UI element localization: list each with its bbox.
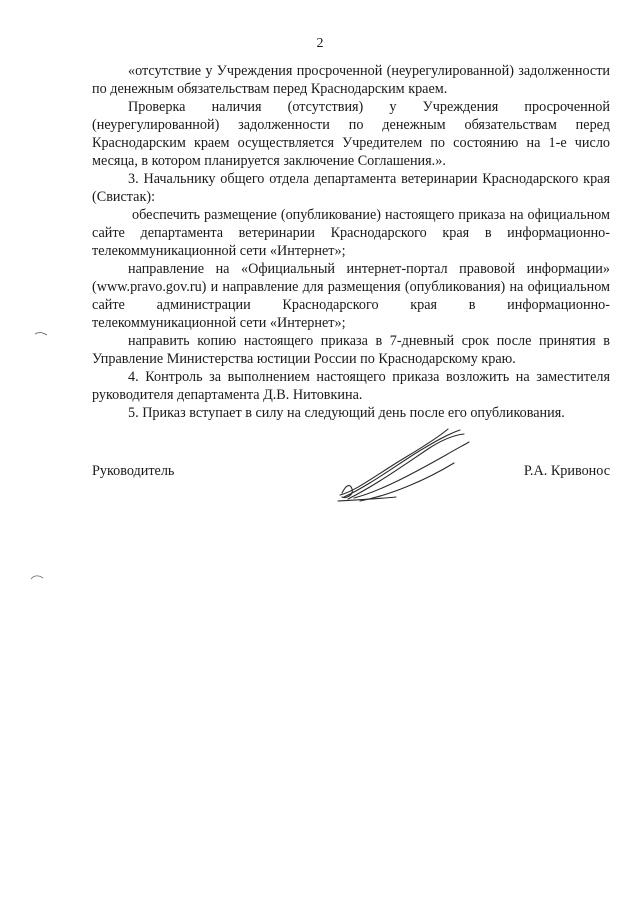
page-number: 2 — [316, 36, 324, 51]
paragraph-item-5: 5. Приказ вступает в силу на следующий день после его опубликования. — [128, 405, 565, 421]
signer-name: Р.А. Кривонос — [523, 463, 610, 479]
paragraph-publish-department-site: обеспечить размещение (опубликование) настоящего приказа на официальном сайте департамента ветеринарии Краснодарского края в информационно-телекоммуникационной сети «Интернет»; — [92, 207, 610, 259]
paragraph-send-to-justice: направить копию настоящего приказа в 7-дневный срок после принятия в Управление Министерства юстиции России по Краснодарскому краю. — [92, 333, 610, 367]
margin-mark — [34, 330, 48, 336]
paragraph-item-4: 4. Контроль за выполнением настоящего приказа возложить на заместителя руководителя департамента Д.В. Нитовкина. — [92, 369, 610, 403]
document-body — [92, 62, 610, 422]
paragraph-condition-clause: «отсутствие у Учреждения просроченной (неурегулированной) задолженности по денежным обязательствам перед Краснодарским краем. — [92, 63, 610, 97]
paragraph-publish-legal-portal: направление на «Официальный интернет-портал правовой информации» (www.pravo.gov.ru) и направление для размещения (опубликования) на официальном сайте администрации Краснодарского края в информационно-телекоммуникационной сети «Интернет»; — [92, 261, 610, 331]
paragraph-debt-check: Проверка наличия (отсутствия) у Учреждения просроченной (неурегулированной) задолженности по денежным обязательствам перед Краснодарским краем осуществляется Учредителем по состоянию на 1-е число месяца, в котором планируется заключение Соглашения.». — [92, 99, 610, 169]
signer-role: Руководитель — [92, 463, 175, 479]
paragraph-item-3: 3. Начальнику общего отдела департамента ветеринарии Краснодарского края (Свистак): — [92, 171, 610, 205]
margin-mark — [30, 574, 44, 580]
handwritten-signature — [336, 425, 471, 505]
